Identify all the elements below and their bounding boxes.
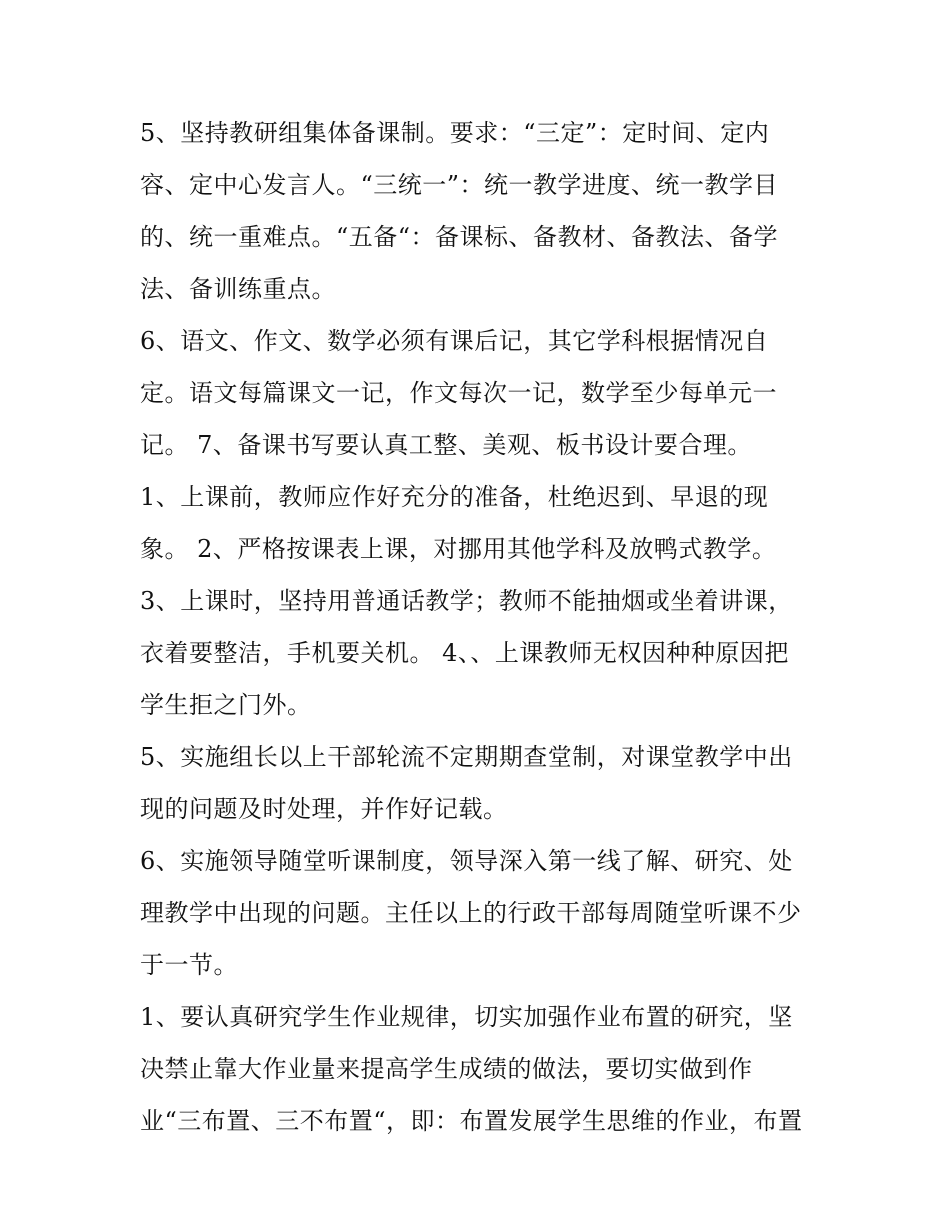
text-line: 记。 7、备课书写要认真工整、美观、板书设计要合理。	[140, 431, 752, 459]
text-line: 6、语文、作文、数学必须有课后记，其它学科根据情况自	[140, 327, 769, 355]
text-line: 6、实施领导随堂听课制度，领导深入第一线了解、研究、处	[140, 847, 793, 875]
text-line: 定。语文每篇课文一记，作文每次一记，数学至少每单元一	[140, 379, 777, 407]
text-line: 3、上课时，坚持用普通话教学；教师不能抽烟或坐着讲课，	[140, 587, 793, 615]
text-line: 1、要认真研究学生作业规律，切实加强作业布置的研究，坚	[140, 1003, 793, 1031]
text-line: 决禁止靠大作业量来提高学生成绩的做法，要切实做到作	[140, 1055, 753, 1083]
text-line: 于一节。	[140, 951, 238, 979]
text-line: 衣着要整洁，手机要关机。 4、、上课教师无权因种种原因把	[140, 639, 789, 667]
text-line: 1、上课前，教师应作好充分的准备，杜绝迟到、早退的现	[140, 483, 769, 511]
text-line: 5、坚持教研组集体备课制。要求：“三定”：定时间、定内	[140, 119, 770, 147]
text-line: 容、定中心发言人。“三统一”：统一教学进度、统一教学目	[140, 171, 779, 199]
text-line: 业“三布置、三不布置“，即：布置发展学生思维的作业，布置	[140, 1107, 803, 1135]
document-body	[140, 107, 830, 1147]
text-line: 学生拒之门外。	[140, 691, 312, 719]
text-line: 象。 2、严格按课表上课，对挪用其他学科及放鸭式教学。	[140, 535, 777, 563]
text-line: 法、备训练重点。	[140, 275, 336, 303]
text-line: 的、统一重难点。“五备“：备课标、备教材、备教法、备学	[140, 223, 779, 251]
text-line: 现的问题及时处理，并作好记载。	[140, 795, 508, 823]
text-line: 理教学中出现的问题。主任以上的行政干部每周随堂听课不少	[140, 899, 802, 927]
text-line: 5、实施组长以上干部轮流不定期期查堂制，对课堂教学中出	[140, 743, 793, 771]
